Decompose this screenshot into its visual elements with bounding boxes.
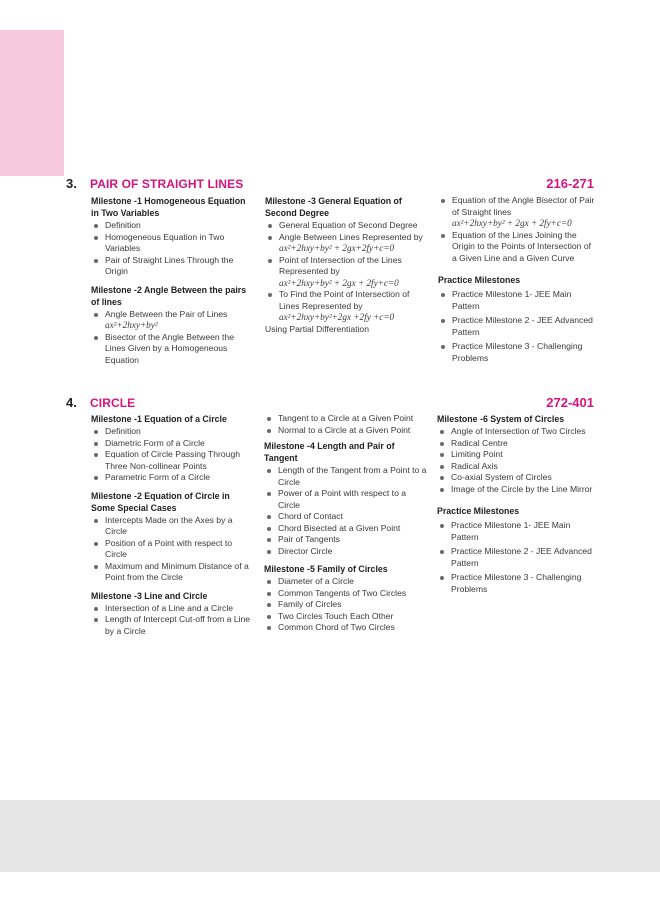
practice-item: Practice Milestone 3 - Challenging Problems — [437, 572, 599, 595]
topic-item: Chord Bisected at a Given Point — [264, 523, 428, 535]
topic-item: Pair of Tangents — [264, 534, 428, 546]
topic-item: Homogeneous Equation in Two Variables — [91, 232, 251, 255]
milestone-title: Milestone -4 Length and Pair of Tangent — [264, 441, 395, 463]
milestone-title: Milestone -5 Family of Circles — [264, 564, 388, 574]
topic-item — [265, 289, 431, 324]
topic-item: Definition — [91, 426, 253, 438]
topic-item: Director Circle — [264, 546, 428, 558]
topic-item: Image of the Circle by the Line Mirror — [437, 484, 599, 496]
topic-text: Equation of the Angle Bisector of Pair of Straight lines — [452, 195, 595, 217]
topic-item: Radical Axis — [437, 461, 599, 473]
topic-item: Intercepts Made on the Axes by a Circle — [91, 515, 253, 538]
equation: ax²+2hxy+by² + 2gx + 2fy+c=0 — [279, 277, 399, 288]
topic-list — [91, 603, 253, 638]
topic-item: Normal to a Circle at a Given Point — [264, 425, 428, 437]
practice-title: Practice Milestones — [438, 275, 521, 285]
topic-item: Diameter of a Circle — [264, 576, 428, 588]
equation: ax²+2hxy+by² + 2gx + 2fy+c=0 — [452, 218, 572, 228]
chapter-number: 3. — [66, 176, 77, 191]
topic-item: Co-axial System of Circles — [437, 472, 599, 484]
topic-item — [265, 232, 431, 255]
practice-list — [438, 289, 598, 364]
topic-item: Common Tangents of Two Circles — [264, 588, 428, 600]
column-1 — [91, 413, 253, 643]
topic-item — [438, 195, 598, 230]
topic-list — [91, 515, 253, 584]
topic-item: Chord of Contact — [264, 511, 428, 523]
topic-item: Diametric Form of a Circle — [91, 438, 253, 450]
milestone-title: Milestone -1 Equation of a Circle — [91, 414, 227, 424]
topic-item: Parametric Form of a Circle — [91, 472, 253, 484]
practice-list — [437, 520, 599, 595]
equation: ax²+2hxy+by² — [105, 320, 158, 330]
topic-text: Angle Between the Pair of Lines — [105, 308, 228, 319]
practice-item: Practice Milestone 1- JEE Main Pattern — [437, 520, 599, 543]
topic-item: Family of Circles — [264, 599, 428, 611]
practice-item: Practice Milestone 1- JEE Main Pattern — [438, 289, 598, 312]
topic-text: To Find the Point of Intersection of Lines Represented by — [279, 289, 410, 311]
topic-item: Length of the Tangent from a Point to a Circle — [264, 465, 428, 488]
footer-band — [0, 800, 660, 872]
topic-list — [438, 195, 598, 264]
topic-list — [91, 426, 253, 484]
topic-text: Point of Intersection of the Lines Represented by — [279, 254, 402, 276]
pink-side-tab — [0, 30, 64, 176]
chapter-header — [66, 395, 594, 413]
topic-list — [437, 426, 599, 495]
topic-item: Radical Centre — [437, 438, 599, 450]
chapter-page-range: 216-271 — [546, 176, 594, 191]
topic-item — [91, 309, 251, 332]
topic-item: Limiting Point — [437, 449, 599, 461]
column-3 — [437, 413, 599, 601]
practice-item: Practice Milestone 3 - Challenging Problems — [438, 341, 598, 364]
column-3 — [438, 195, 598, 370]
chapter-number: 4. — [66, 395, 77, 410]
topic-list — [91, 220, 251, 278]
topic-item: Equation of Circle Passing Through Three Non-collinear Points — [91, 449, 253, 472]
topic-item: Common Chord of Two Circles — [264, 622, 428, 634]
topic-item: General Equation of Second Degree — [265, 220, 431, 232]
topic-list — [91, 309, 251, 367]
milestone-title: Milestone -1 Homogeneous Equation in Two Variables — [91, 196, 246, 218]
topic-item: Maximum and Minimum Distance of a Point from the Circle — [91, 561, 253, 584]
milestone-title: Milestone -6 System of Circles — [437, 414, 565, 424]
chapter-3 — [66, 176, 595, 365]
practice-item: Practice Milestone 2 - JEE Advanced Pattern — [437, 546, 599, 569]
column-1 — [91, 195, 251, 372]
topic-item: Definition — [91, 220, 251, 232]
topic-item: Tangent to a Circle at a Given Point — [264, 413, 428, 425]
topic-item: Length of Intercept Cut-off from a Line by a Circle — [91, 614, 253, 637]
topic-list — [264, 413, 428, 436]
column-2 — [265, 195, 431, 335]
topic-item — [265, 255, 431, 290]
topic-item: Power of a Point with respect to a Circle — [264, 488, 428, 511]
milestone-title: Milestone -2 Angle Between the pairs of lines — [91, 284, 247, 307]
equation: ax²+2hxy+by² + 2gx+2fy+c=0 — [279, 243, 395, 253]
topic-item: Angle of Intersection of Two Circles — [437, 426, 599, 438]
practice-item: Practice Milestone 2 - JEE Advanced Pattern — [438, 315, 598, 338]
chapter-title: CIRCLE — [90, 396, 136, 410]
topic-list — [265, 220, 431, 324]
topic-item: Equation of the Lines Joining the Origin to the Points of Intersection of a Given Line and a Given Curve — [438, 230, 598, 265]
topic-list — [264, 465, 428, 557]
topic-list — [264, 576, 428, 634]
topic-item: Intersection of a Line and a Circle — [91, 603, 253, 615]
chapter-page-range: 272-401 — [546, 395, 594, 410]
equation: ax²+2hxy+by²+2gx +2fy +c=0 — [279, 312, 395, 322]
practice-title: Practice Milestones — [437, 506, 520, 516]
topic-item: Bisector of the Angle Between the Lines Given by a Homogeneous Equation — [91, 332, 251, 367]
topic-item: Two Circles Touch Each Other — [264, 611, 428, 623]
milestone-title: Milestone -3 General Equation of Second Degree — [265, 196, 402, 218]
chapter-4 — [66, 395, 594, 636]
topic-text: Angle Between Lines Represented by — [279, 231, 423, 242]
chapter-header — [66, 176, 594, 194]
chapter-title: PAIR OF STRAIGHT LINES — [90, 177, 244, 191]
topic-tail-text: Using Partial Differentiation — [265, 323, 369, 334]
topic-item: Position of a Point with respect to Circle — [91, 538, 253, 561]
topic-item: Pair of Straight Lines Through the Origin — [91, 255, 251, 278]
column-2 — [264, 413, 428, 640]
milestone-title: Milestone -3 Line and Circle — [91, 590, 208, 601]
milestone-title: Milestone -2 Equation of Circle in Some Special Cases — [91, 490, 230, 513]
